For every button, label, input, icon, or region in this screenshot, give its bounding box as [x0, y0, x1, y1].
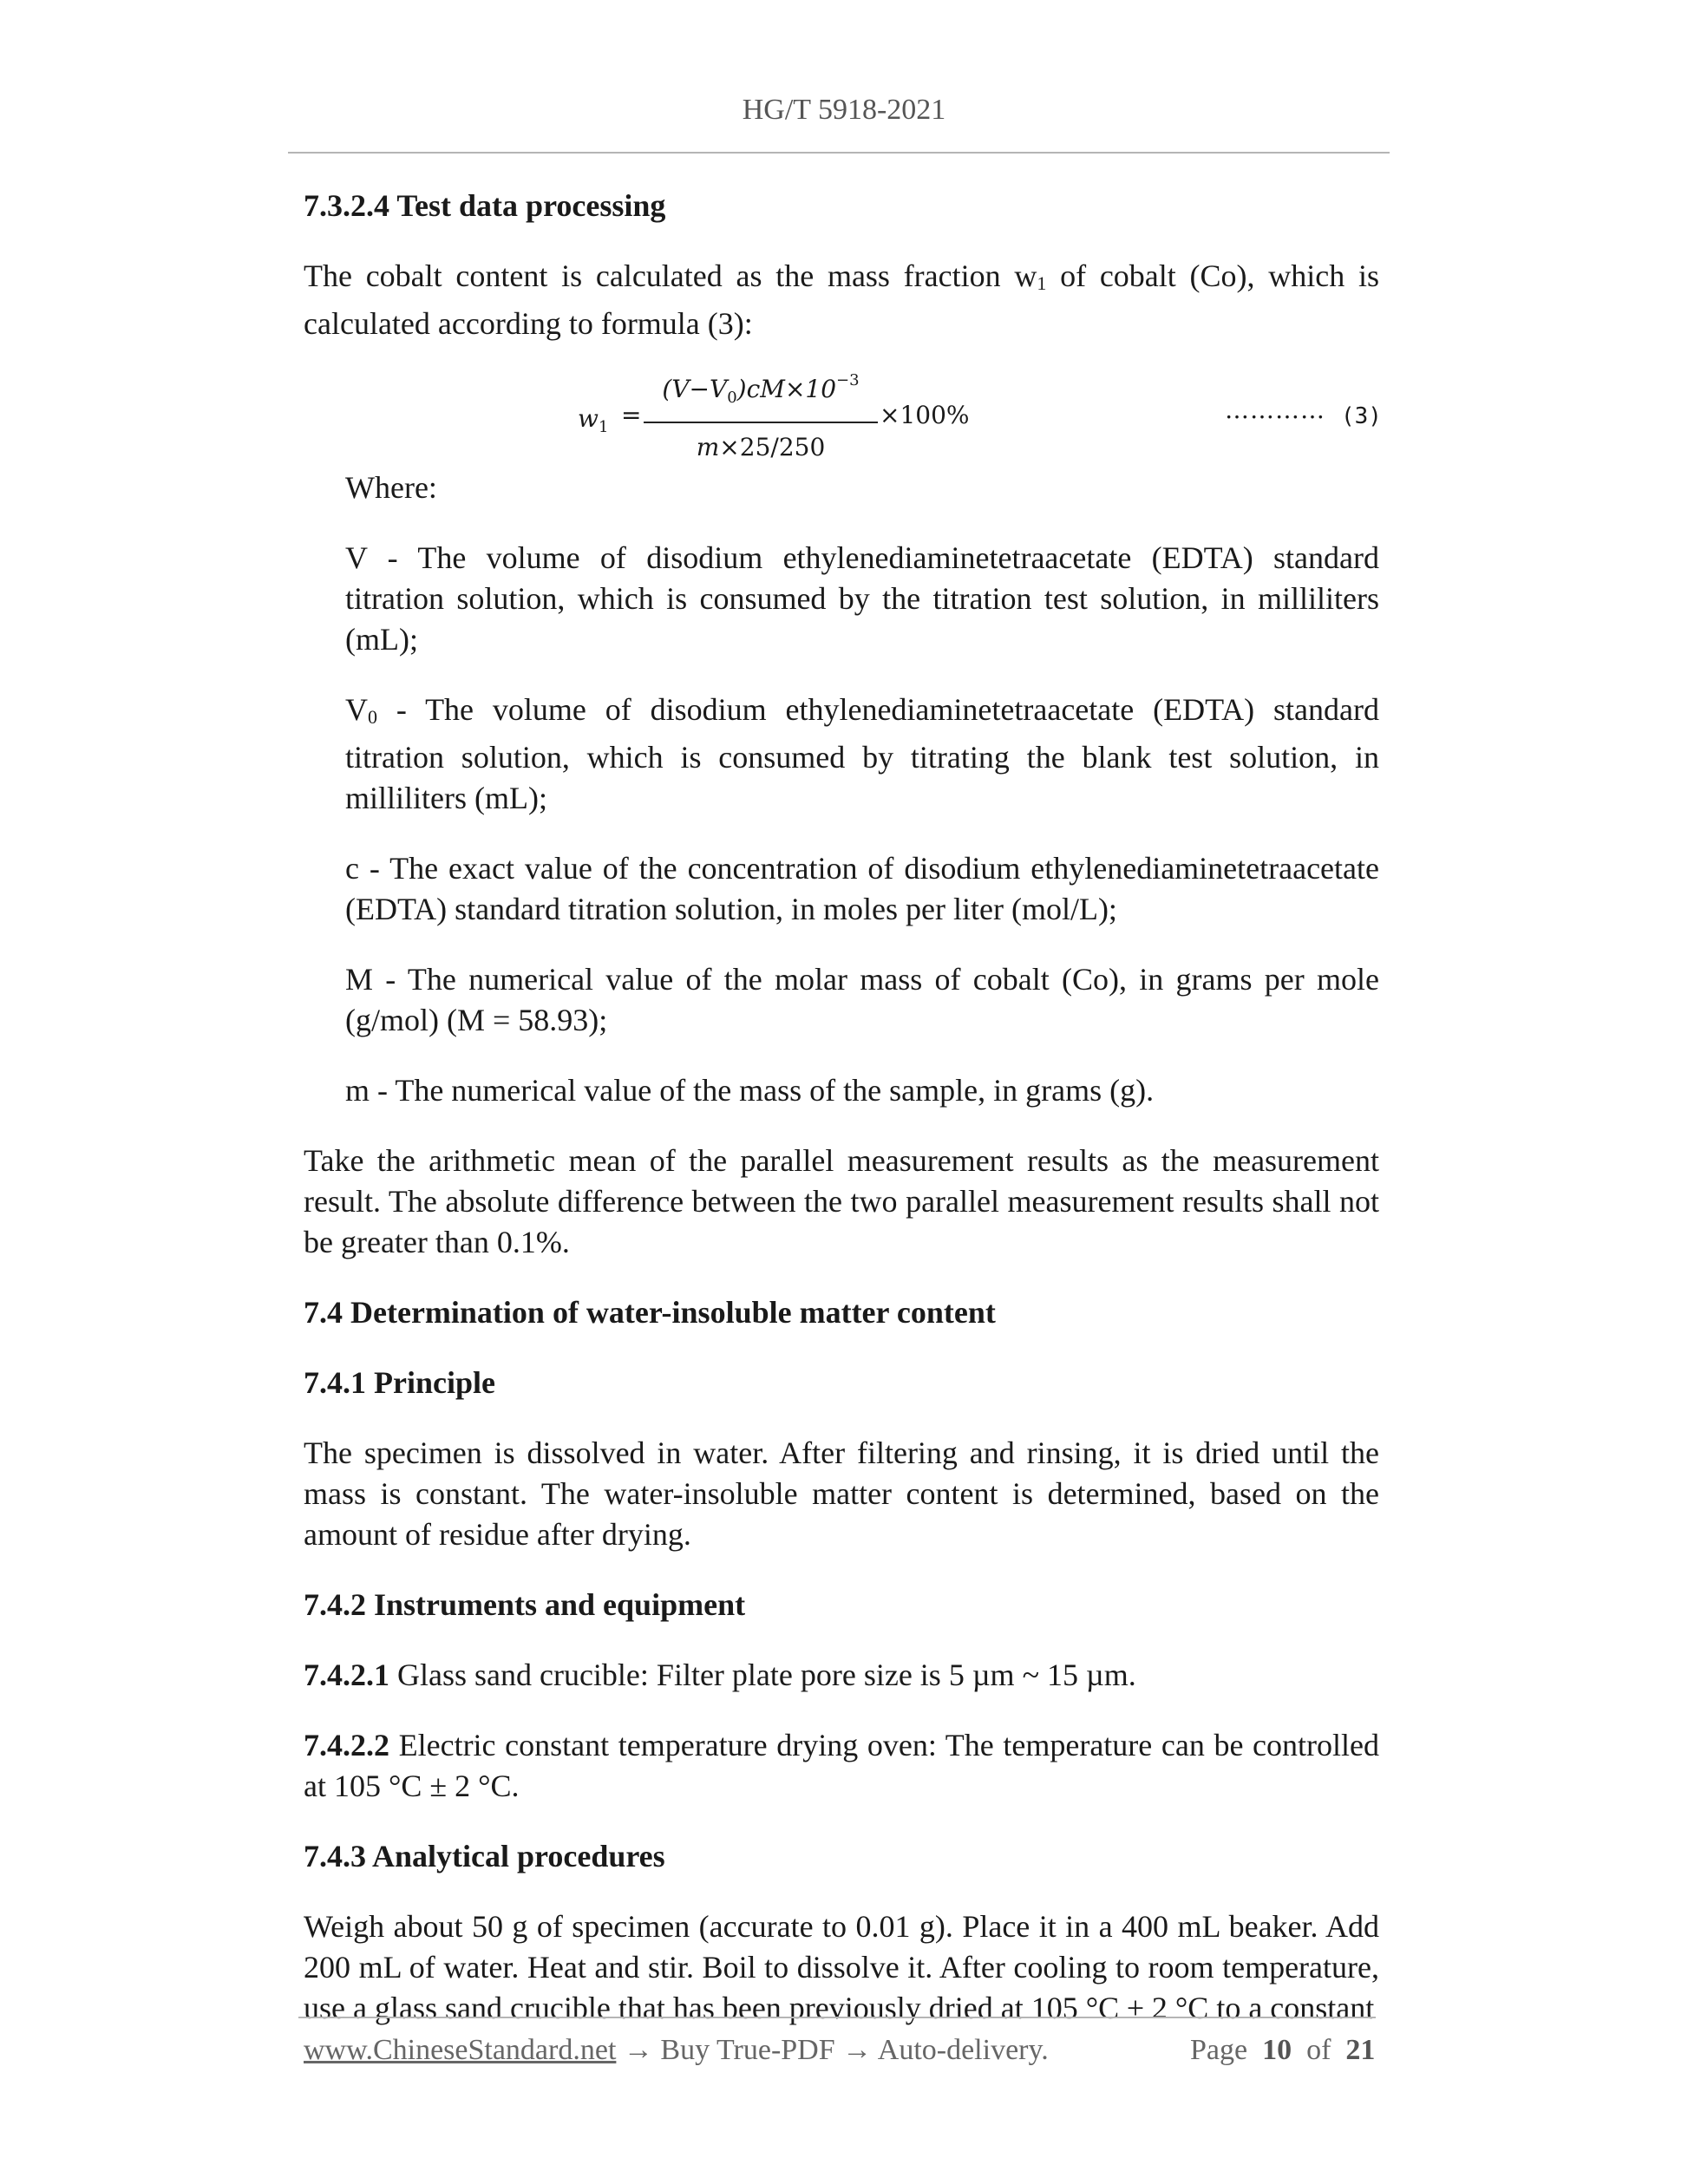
formula-percent-factor: ×100% — [880, 401, 970, 429]
heading-7-3-2-4: 7.3.2.4 Test data processing — [304, 188, 666, 223]
formula-3 — [304, 360, 1382, 461]
footer-promo — [304, 2034, 1049, 2067]
formula-lhs: $w_1$ — [578, 404, 609, 436]
item-7-4-2-1: 7.4.2.1 Glass sand crucible: Filter plate pore size is 5 µm ~ 15 µm. — [304, 1658, 1136, 1692]
formula-number: (3) — [1341, 403, 1382, 429]
footer-divider — [298, 2017, 1376, 2018]
where-item-V0: V0 - The volume of disodium ethylenediaminetetraacetate (EDTA) standard titration solution, which is consumed by titrating the blank test solution, in milliliters (mL); — [345, 692, 1379, 815]
formula-leader-dots: ………… — [1225, 396, 1325, 424]
where-label: Where: — [345, 470, 437, 505]
where-item-c: c - The exact value of the concentration of disodium ethylenediaminetetraacetate (EDTA) standard titration solution, in moles per liter (mol/L); — [345, 851, 1379, 926]
mean-paragraph: Take the arithmetic mean of the parallel measurement results as the measurement result. The absolute difference between the two parallel measurement results shall not be greater than 0.1%. — [304, 1143, 1379, 1259]
item-7-4-2-2-number: 7.4.2.2 — [304, 1728, 389, 1762]
formula-fraction — [644, 360, 878, 468]
current-page: 10 — [1262, 2034, 1292, 2066]
heading-7-4-3: 7.4.3 Analytical procedures — [304, 1839, 665, 1873]
intro-paragraph — [304, 256, 1379, 344]
total-pages: 21 — [1345, 2034, 1376, 2066]
page-content — [304, 173, 1382, 2029]
where-item-M: M - The numerical value of the molar mass of cobalt (Co), in grams per mole (g/mol) (M = 58.93); — [345, 962, 1379, 1037]
intro-subscript: 1 — [1037, 272, 1047, 294]
heading-7-4: 7.4 Determination of water-insoluble matter content — [304, 1295, 996, 1330]
intro-text-b: of cobalt (Co), which is calculated according to formula (3): — [304, 258, 1379, 341]
heading-7-4-2: 7.4.2 Instruments and equipment — [304, 1587, 746, 1622]
page-indicator: Page 10 of 21 — [1190, 2034, 1376, 2066]
formula-denominator: m×25/250 — [696, 433, 826, 461]
item-7-4-2-1-number: 7.4.2.1 — [304, 1658, 389, 1692]
intro-text-a: The cobalt content is calculated as the mass fraction w — [304, 258, 1037, 293]
item-7-4-2-2: 7.4.2.2 Electric constant temperature drying oven: The temperature can be controlled at 105 °C ± 2 °C. — [304, 1728, 1379, 1803]
heading-7-4-1: 7.4.1 Principle — [304, 1365, 495, 1400]
principle-paragraph: The specimen is dissolved in water. After filtering and rinsing, it is dried until the mass is constant. The water-insoluble matter content is determined, based on the amount of residue after drying. — [304, 1435, 1379, 1552]
formula-numerator: $(V-V_0)cM\times 10^{-3}$ — [644, 360, 878, 423]
formula-equals: = — [621, 401, 642, 429]
document-code-header: HG/T 5918-2021 — [742, 94, 946, 126]
where-item-m: m - The numerical value of the mass of the sample, in grams (g). — [345, 1073, 1155, 1108]
procedure-paragraph: Weigh about 50 g of specimen (accurate to 0.01 g). Place it in a 400 mL beaker. Add 200 mL of water. Heat and stir. Boil to dissolve it. After cooling to room temperature, use a glass sand crucible that has been previously dried at 105 °C ± 2 °C to a constant — [304, 1909, 1379, 2025]
where-item-V: V - The volume of disodium ethylenediaminetetraacetate (EDTA) standard titration solution, which is consumed by the titration test solution, in milliliters (mL); — [345, 540, 1379, 657]
site-link[interactable]: www.ChineseStandard.net — [304, 2034, 617, 2066]
header-divider — [288, 152, 1390, 154]
footer-promo-text: → Buy True-PDF → Auto-delivery. — [616, 2034, 1049, 2066]
